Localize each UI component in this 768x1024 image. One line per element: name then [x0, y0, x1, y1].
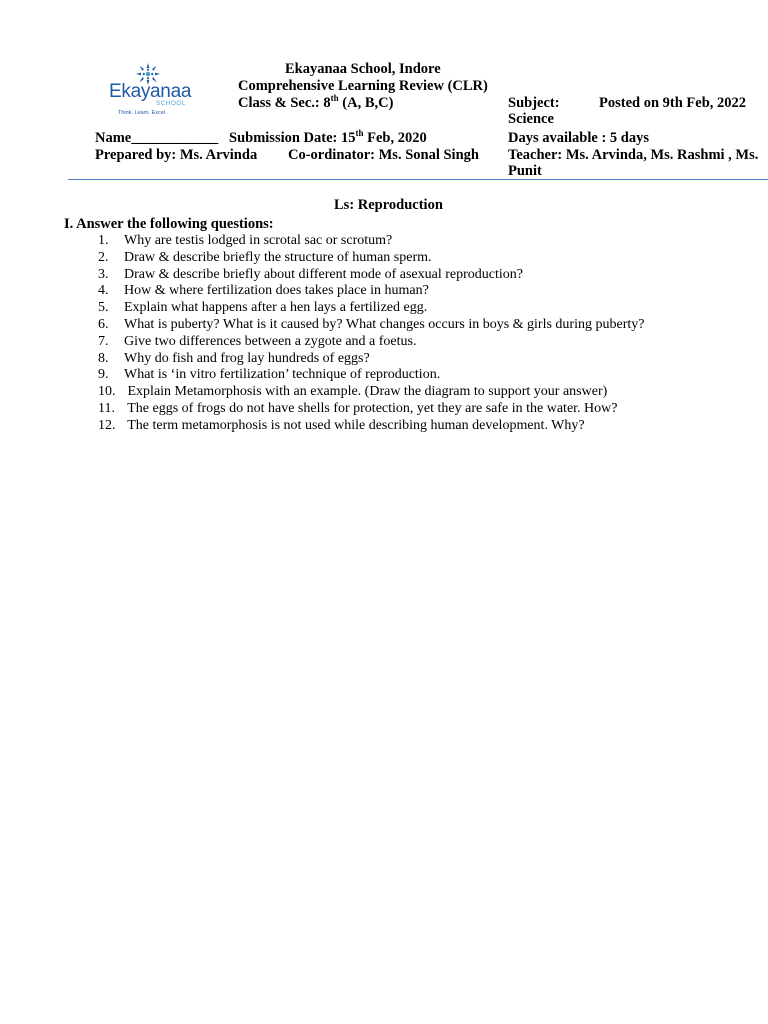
question-text: What is ‘in vitro fertilization’ technique of reproduction.: [124, 367, 441, 383]
coordinator: Co-ordinator: Ms. Sonal Singh: [288, 147, 479, 163]
question-text: How & where fertilization does takes place in human?: [124, 283, 429, 299]
question-number: 11.: [98, 400, 115, 416]
school-logo: [106, 63, 190, 121]
lesson-title: Ls: Reproduction: [334, 197, 443, 213]
question-text: Explain Metamorphosis with an example. (Draw the diagram to support your answer): [124, 384, 608, 400]
question-text: Give two differences between a zygote and a foetus.: [124, 333, 417, 349]
question-number: 2.: [98, 249, 109, 265]
class-superscript: th: [330, 93, 339, 104]
question-text: Why are testis lodged in scrotal sac or scrotum?: [124, 233, 393, 248]
posted-date: Posted on 9th Feb, 2022: [599, 95, 747, 111]
question-text: The term metamorphosis is not used while describing human development. Why?: [124, 417, 585, 433]
class-label: Class & Sec.: 8: [238, 95, 331, 111]
teacher-line-1: Teacher: Ms. Arvinda, Ms. Rashmi , Ms.: [508, 147, 759, 163]
question-item: [98, 267, 644, 284]
question-text: Explain what happens after a hen lays a fertilized egg.: [124, 300, 428, 316]
days-available: Days available : 5 days: [508, 130, 649, 146]
question-number: 6.: [98, 316, 109, 332]
logo-tagline: Think. Learn. Excel: [118, 110, 166, 116]
question-item: [98, 384, 644, 401]
question-text: Why do fish and frog lay hundreds of eggs?: [124, 350, 370, 366]
question-item: [98, 250, 644, 267]
question-item: [98, 334, 644, 351]
logo-wordmark: Ekayanaa: [109, 81, 192, 102]
class-sections: (A, B,C): [338, 95, 394, 111]
school-name: Ekayanaa School, Indore: [285, 61, 441, 77]
question-item: [98, 367, 644, 384]
question-number: 10.: [98, 384, 116, 400]
subject-label: Subject:: [508, 95, 560, 111]
question-item: [98, 233, 644, 250]
review-title: Comprehensive Learning Review (CLR): [238, 78, 488, 94]
question-number: 12.: [98, 417, 116, 433]
question-item: [98, 317, 644, 334]
question-text: The eggs of frogs do not have shells for protection, yet they are safe in the water. How?: [124, 400, 618, 416]
question-item: [98, 401, 644, 418]
question-item: [98, 283, 644, 300]
question-item: [98, 351, 644, 368]
submission-date: [229, 130, 427, 147]
question-number: 8.: [98, 350, 109, 366]
question-text: Draw & describe briefly about different mode of asexual reproduction?: [124, 266, 523, 282]
question-list: [98, 233, 644, 435]
question-number: 1.: [98, 233, 109, 248]
question-text: What is puberty? What is it caused by? What changes occurs in boys & girls during puberty?: [124, 316, 645, 332]
question-number: 4.: [98, 283, 109, 299]
section-heading: I. Answer the following questions:: [64, 216, 274, 232]
question-text: Draw & describe briefly the structure of human sperm.: [124, 249, 432, 265]
name-field: Name____________: [95, 130, 219, 146]
logo-school-mark: SCHOOL: [156, 101, 187, 107]
submission-superscript: th: [355, 128, 364, 139]
subject-value: Science: [508, 111, 554, 127]
class-section: [238, 95, 393, 112]
prepared-by: Prepared by: Ms. Arvinda: [95, 147, 258, 163]
submission-label: Submission Date: 15: [229, 130, 356, 146]
question-number: 5.: [98, 300, 109, 316]
question-item: [98, 418, 644, 435]
teacher-line-2: Punit: [508, 163, 542, 179]
question-item: [98, 300, 644, 317]
submission-rest: Feb, 2020: [363, 130, 427, 146]
question-number: 9.: [98, 367, 109, 383]
question-number: 7.: [98, 333, 109, 349]
header-divider: [68, 179, 768, 180]
question-number: 3.: [98, 266, 109, 282]
